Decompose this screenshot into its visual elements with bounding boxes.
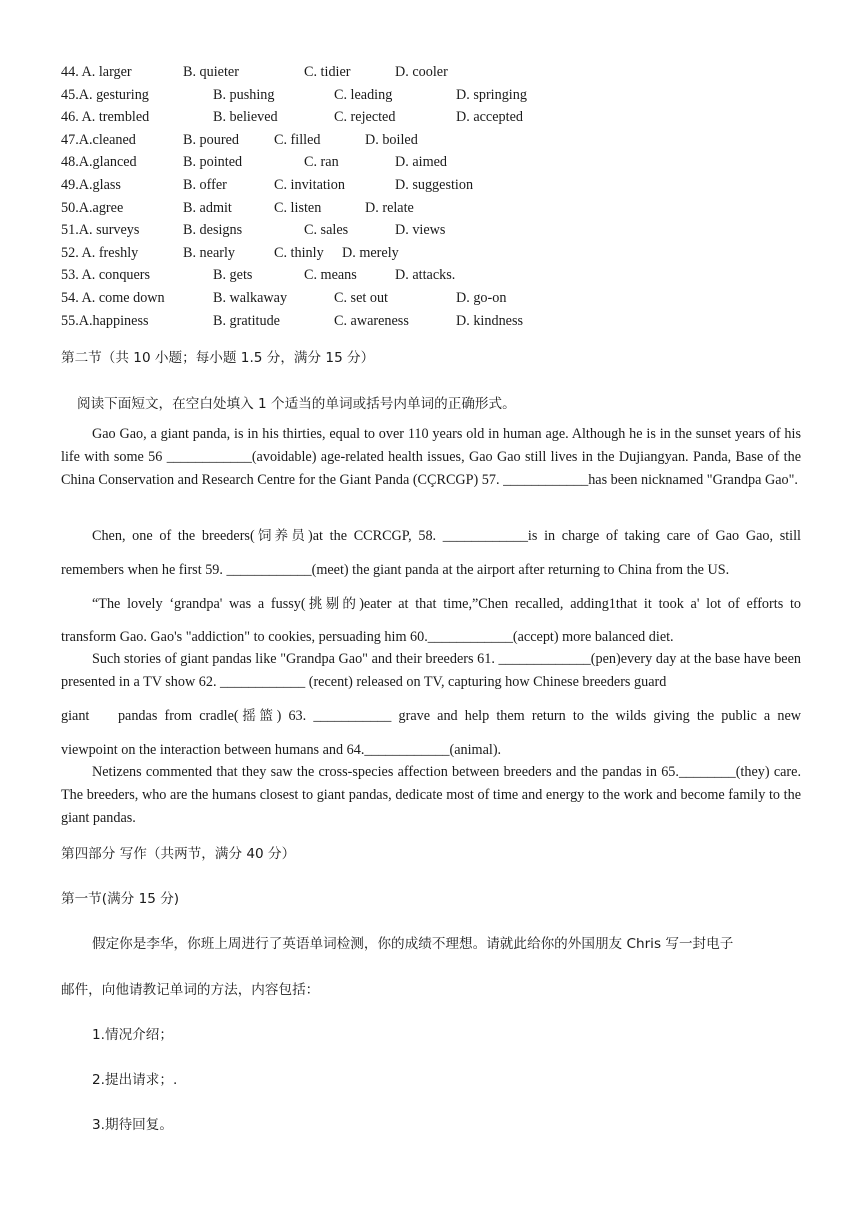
option-d: D. suggestion: [395, 177, 474, 193]
question-number-option-a: 49.A.glass: [61, 177, 121, 193]
paragraph-5: Netizens commented that they saw the cross-species affection between breeders and the pandas in 65.________(they) care. The breeders, who are the humans closest to giant pandas, dedicate most of time and energy to the work and become family to the giant pandas.: [61, 764, 801, 826]
option-d: D. merely: [342, 244, 399, 261]
question-number-option-a: 54. A. come down: [61, 290, 165, 306]
prompt-item-3: 3.期待回复。: [92, 1117, 173, 1133]
prompt-item-1: 1.情况介绍；: [92, 1027, 173, 1043]
p3-chinese-gloss: 挑剔的: [305, 596, 360, 612]
option-b: B. believed: [213, 109, 278, 126]
option-b: B. offer: [183, 177, 227, 193]
option-c: C. thinly: [274, 244, 324, 261]
option-b: B. poured: [183, 131, 239, 148]
option-d: D. springing: [456, 86, 527, 103]
paragraph-3-line-1: [61, 593, 801, 615]
option-b: B. nearly: [183, 244, 236, 261]
p4-chinese-gloss: 摇篮: [238, 708, 277, 724]
option-c: C. set out: [334, 290, 388, 306]
option-c: C. listen: [274, 199, 322, 216]
option-b: B. admit: [183, 199, 232, 216]
paragraph-3-line-2: transform Gao. Gao's "addiction" to cookies, persuading him 60.____________(accept) more balanced diet.: [61, 629, 674, 645]
question-number-option-a: 45.A. gesturing: [61, 86, 149, 103]
paragraph-2-line-2: remembers when he first 59. ____________(meet) the giant panda at the airport after returning to China from the US.: [61, 562, 730, 578]
option-d: D. attacks.: [395, 267, 456, 284]
question-number-option-a: 46. A. trembled: [61, 109, 150, 126]
option-c: C. leading: [334, 86, 393, 103]
option-c: C. filled: [274, 131, 321, 148]
section2-heading: 第二节（共 10 小题；每小题 1.5 分，满分 15 分）: [61, 350, 375, 366]
option-b: B. pushing: [213, 86, 275, 103]
option-c: C. ran: [304, 154, 339, 171]
prompt-item-2: 2.提出请求；.: [92, 1072, 178, 1088]
option-b: B. pointed: [183, 154, 243, 171]
paragraph-4-line-3: [61, 705, 801, 727]
paragraph-2-line-1: [61, 525, 801, 547]
question-number-option-a: 48.A.glanced: [61, 154, 137, 171]
part4-heading: 第四部分 写作（共两节，满分 40 分）: [61, 846, 296, 862]
option-c: C. rejected: [334, 109, 396, 126]
p4-text-a: giant pandas from cradle(: [61, 708, 239, 724]
option-d: D. boiled: [365, 131, 418, 148]
option-c: C. tidier: [304, 64, 351, 80]
option-d: D. views: [395, 222, 446, 239]
option-b: B. walkaway: [213, 290, 288, 306]
p2-text-a: Chen, one of the breeders(: [92, 528, 255, 544]
paragraph-4-line-4: viewpoint on the interaction between humans and 64.____________(animal).: [61, 742, 502, 758]
question-number-option-a: 51.A. surveys: [61, 222, 140, 239]
writing-prompt-line-2: 邮件，向他请教记单词的方法，内容包括：: [61, 982, 320, 998]
p2-text-b: )at the CCRCGP, 58. ____________is in charge of taking care of Gao Gao, still: [308, 528, 802, 544]
option-d: D. kindness: [456, 312, 523, 329]
question-number-option-a: 53. A. conquers: [61, 267, 151, 284]
question-number-option-a: 50.A.agree: [61, 199, 124, 216]
p2-chinese-gloss: 饲养员: [254, 528, 309, 544]
option-d: D. cooler: [395, 64, 448, 80]
paragraph-4-lines-1-2: Such stories of giant pandas like "Grandpa Gao" and their breeders 61. _____________(pen)every day at the base have been presented in a TV show 62. ____________ (recent) released on TV, capturing how Chinese breeders guard: [61, 651, 801, 690]
p3-text-a: “The lovely ‘grandpa' was a fussy(: [92, 596, 306, 612]
section2-instruction: 阅读下面短文，在空白处填入 1 个适当的单词或括号内单词的正确形式。: [77, 396, 516, 412]
option-d: D. aimed: [395, 154, 448, 171]
option-c: C. sales: [304, 222, 349, 239]
writing-prompt-line-1: 假定你是李华，你班上周进行了英语单词检测，你的成绩不理想。请就此给你的外国朋友 Chris 写一封电子: [92, 936, 734, 952]
p4-text-b: ) 63. ___________ grave and help them return to the wilds giving the public a new: [276, 708, 801, 724]
option-c: C. invitation: [274, 177, 345, 193]
option-b: B. designs: [183, 222, 243, 239]
option-d: D. go-on: [456, 290, 507, 306]
question-number-option-a: 55.A.happiness: [61, 312, 149, 329]
question-number-option-a: 44. A. larger: [61, 64, 132, 80]
option-d: D. accepted: [456, 109, 523, 126]
p3-text-b: )eater at that time,”Chen recalled, adding1that it took a' lot of efforts to: [359, 596, 801, 612]
paragraph-1: Gao Gao, a giant panda, is in his thirties, equal to over 110 years old in human age. Although he is in the sunset years of his life with some 56 ____________(avoidable) age-related health issues, Gao Gao still lives in the Dujiangyan. Panda, Base of the China Conservation and Research Centre for the Giant Panda (CÇRCGP) 57. ____________has been nicknamed "Grandpa Gao".: [61, 426, 801, 488]
option-b: B. quieter: [183, 64, 239, 80]
option-d: D. relate: [365, 199, 414, 216]
question-number-option-a: 52. A. freshly: [61, 244, 139, 261]
option-b: B. gets: [213, 267, 253, 284]
option-c: C. means: [304, 267, 357, 284]
question-number-option-a: 47.A.cleaned: [61, 131, 136, 148]
part4-section1-heading: 第一节(满分 15 分): [61, 891, 180, 907]
option-c: C. awareness: [334, 312, 409, 329]
option-b: B. gratitude: [213, 312, 280, 329]
